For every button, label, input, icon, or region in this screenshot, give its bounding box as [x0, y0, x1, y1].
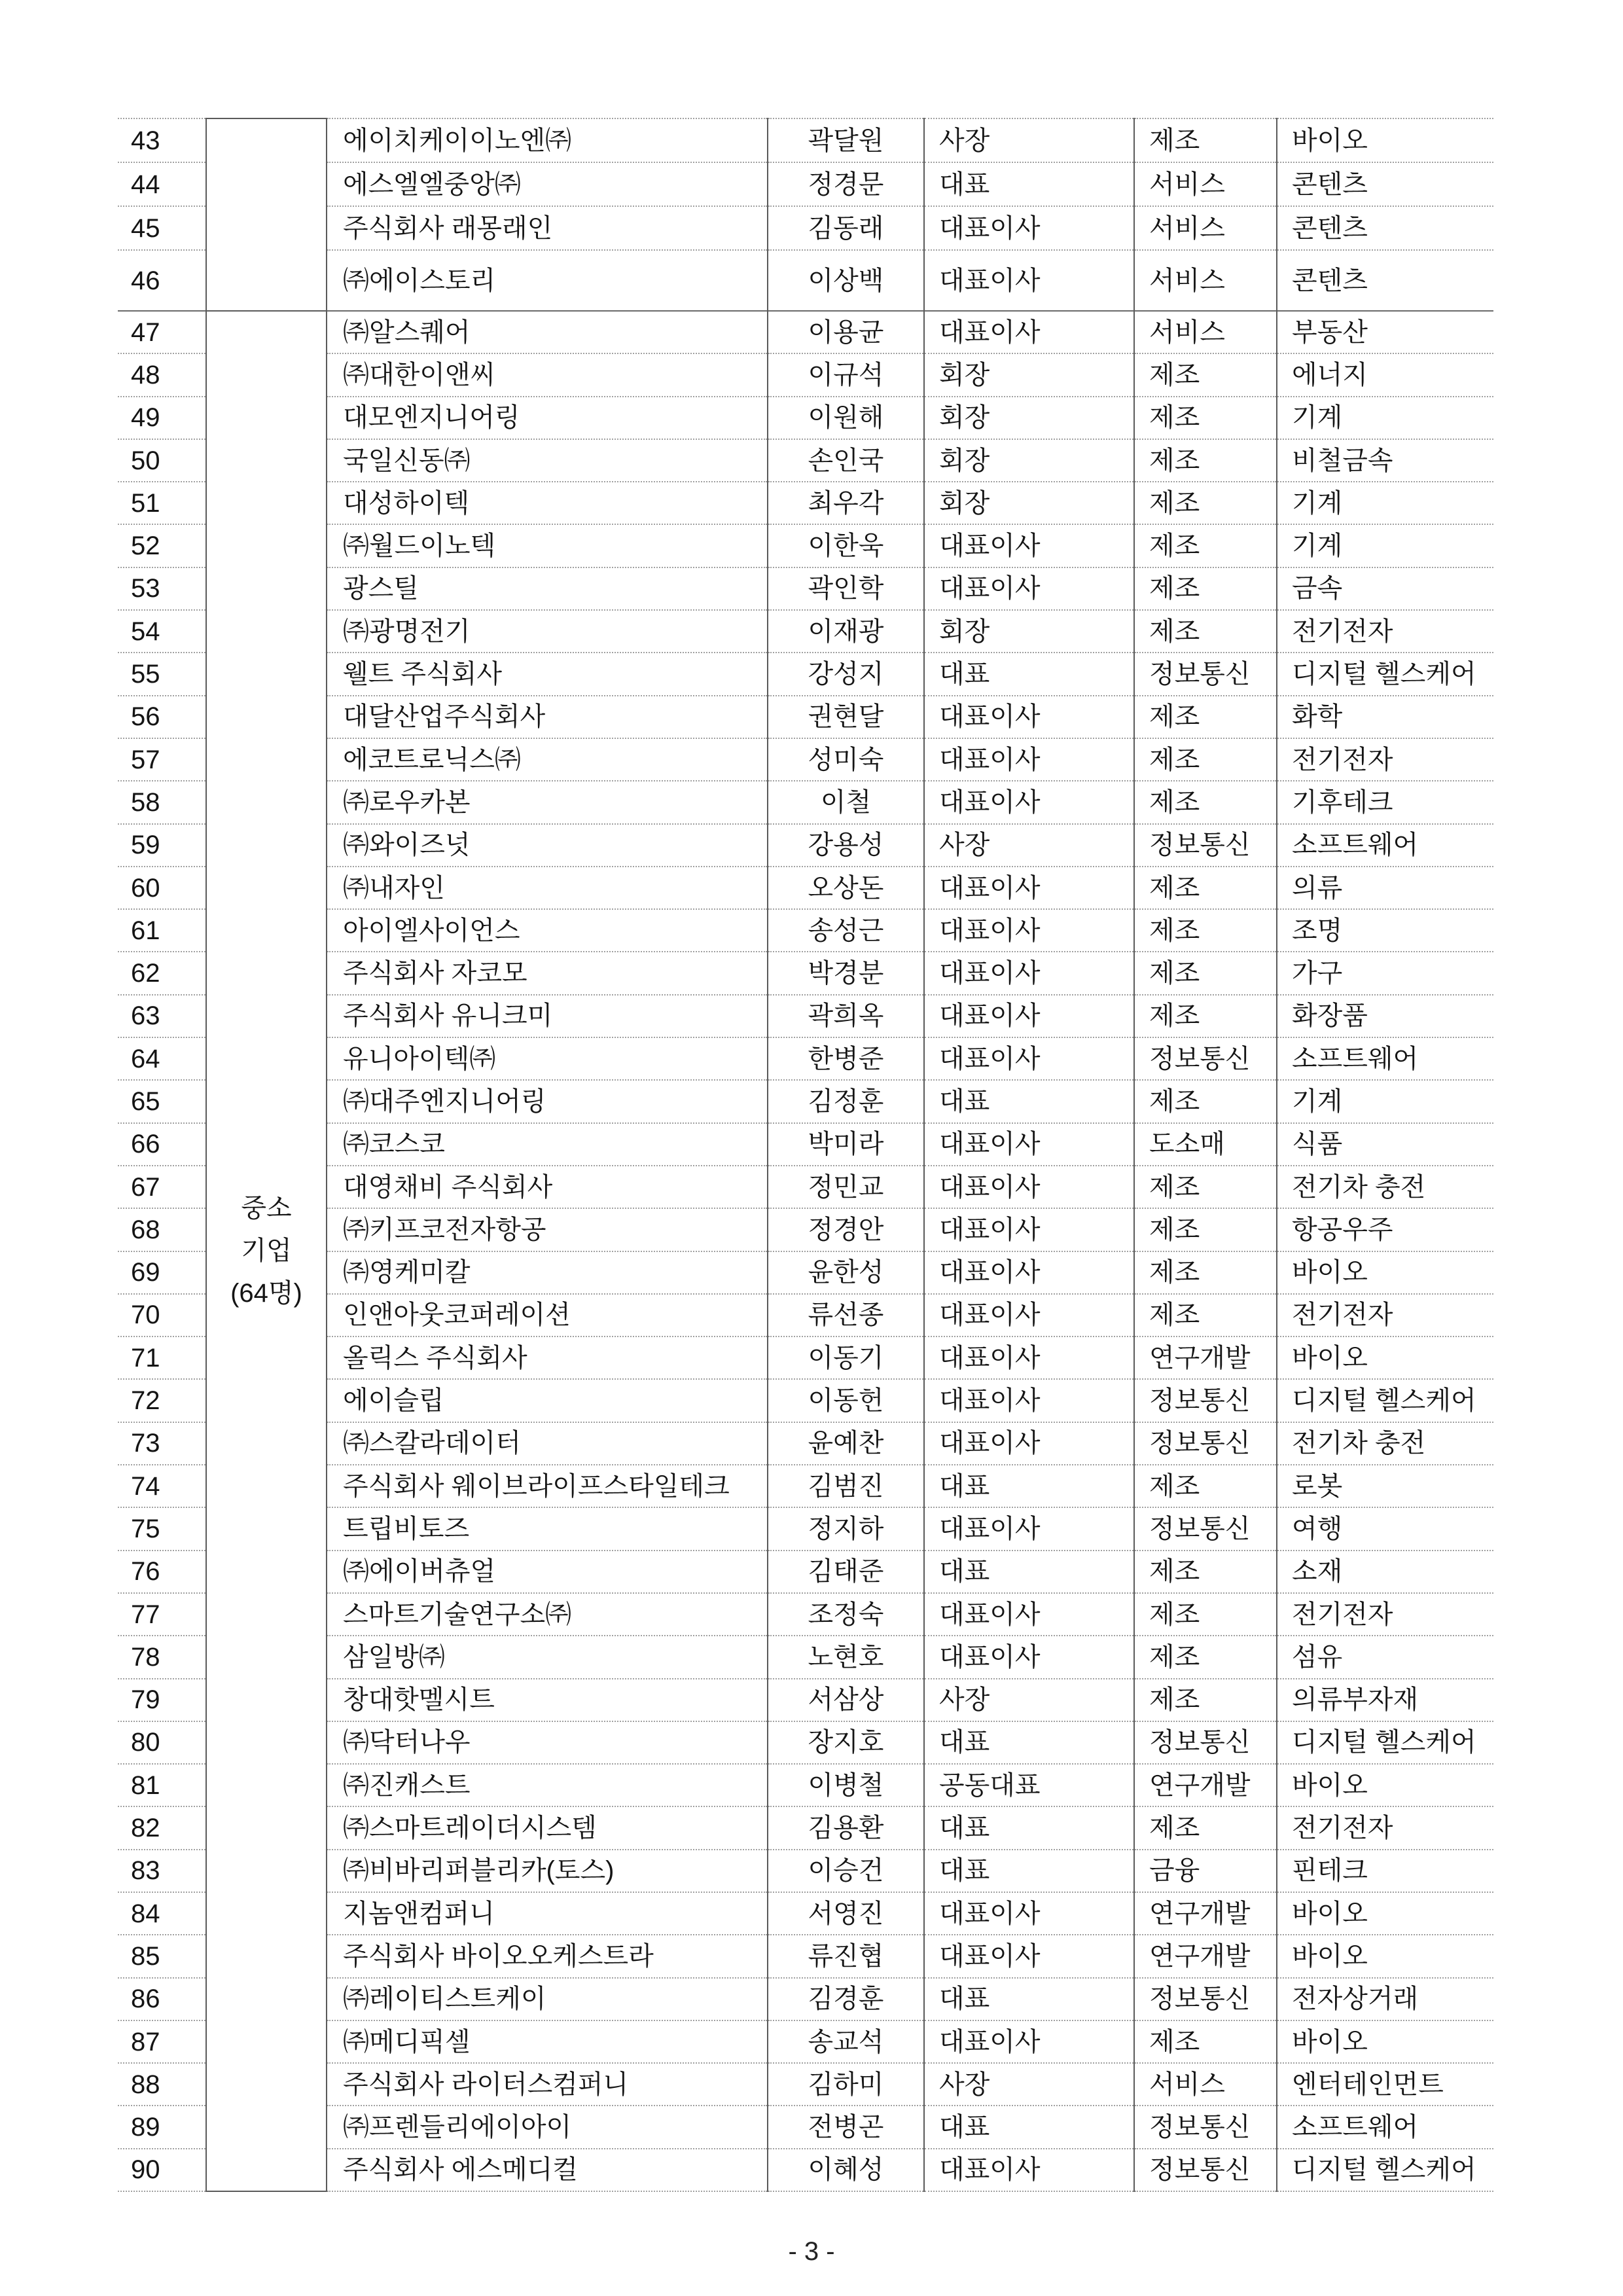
industry: 제조 [1134, 353, 1277, 396]
industry: 제조 [1134, 524, 1277, 567]
business-field: 소프트웨어 [1277, 824, 1493, 867]
job-title: 대표이사 [924, 2020, 1134, 2063]
business-field: 식품 [1277, 1123, 1493, 1166]
job-title: 사장 [924, 118, 1134, 162]
category-cell [206, 118, 327, 311]
business-field: 콘텐츠 [1277, 162, 1493, 206]
job-title: 대표이사 [924, 867, 1134, 909]
job-title: 대표 [924, 1465, 1134, 1507]
company-name: ㈜진캐스트 [327, 1764, 768, 1806]
company-name: 에코트로닉스㈜ [327, 738, 768, 781]
business-field: 비철금속 [1277, 439, 1493, 482]
row-number: 63 [118, 995, 206, 1037]
person-name: 송성근 [768, 909, 924, 952]
business-field: 소재 [1277, 1551, 1493, 1593]
person-name: 조정숙 [768, 1593, 924, 1636]
job-title: 공동대표 [924, 1764, 1134, 1806]
person-name: 이한욱 [768, 524, 924, 567]
business-field: 여행 [1277, 1507, 1493, 1550]
business-field: 전자상거래 [1277, 1978, 1493, 2020]
person-name: 최우각 [768, 482, 924, 524]
industry: 서비스 [1134, 2063, 1277, 2106]
company-name: ㈜에이버츄얼 [327, 1551, 768, 1593]
row-number: 90 [118, 2149, 206, 2191]
business-field: 바이오 [1277, 1251, 1493, 1294]
business-field: 전기전자 [1277, 1294, 1493, 1336]
company-name: ㈜월드이노텍 [327, 524, 768, 567]
row-number: 60 [118, 867, 206, 909]
person-name: 정경안 [768, 1208, 924, 1251]
industry: 제조 [1134, 1166, 1277, 1208]
industry: 제조 [1134, 738, 1277, 781]
row-number: 57 [118, 738, 206, 781]
row-number: 73 [118, 1422, 206, 1465]
company-name: ㈜광명전기 [327, 610, 768, 653]
participants-table [118, 118, 1493, 2192]
industry: 제조 [1134, 1806, 1277, 1849]
industry: 제조 [1134, 2020, 1277, 2063]
row-number: 53 [118, 567, 206, 610]
industry: 연구개발 [1134, 1336, 1277, 1379]
job-title: 대표 [924, 1721, 1134, 1764]
row-number: 67 [118, 1166, 206, 1208]
company-name: 유니아이텍㈜ [327, 1037, 768, 1080]
company-name: ㈜키프코전자항공 [327, 1208, 768, 1251]
row-number: 69 [118, 1251, 206, 1294]
business-field: 전기전자 [1277, 738, 1493, 781]
table-block-continued [118, 118, 1493, 311]
industry: 제조 [1134, 610, 1277, 653]
job-title: 사장 [924, 2063, 1134, 2106]
category-label: 중소 [241, 1194, 292, 1223]
business-field: 전기전자 [1277, 1593, 1493, 1636]
person-name: 정지하 [768, 1507, 924, 1550]
company-name: 주식회사 에스메디컬 [327, 2149, 768, 2191]
job-title: 대표 [924, 1850, 1134, 1892]
person-name: 류진협 [768, 1935, 924, 1977]
row-number: 44 [118, 162, 206, 206]
business-field: 콘텐츠 [1277, 250, 1493, 311]
industry: 제조 [1134, 1080, 1277, 1122]
business-field: 디지털 헬스케어 [1277, 1721, 1493, 1764]
job-title: 대표이사 [924, 1037, 1134, 1080]
row-number: 80 [118, 1721, 206, 1764]
row-number: 83 [118, 1850, 206, 1892]
job-title: 대표이사 [924, 1935, 1134, 1977]
category-label: 기업 [241, 1236, 292, 1266]
job-title: 대표이사 [924, 250, 1134, 311]
person-name: 송교석 [768, 2020, 924, 2063]
row-number: 86 [118, 1978, 206, 2020]
business-field: 소프트웨어 [1277, 1037, 1493, 1080]
row-number: 45 [118, 206, 206, 250]
company-name: ㈜스마트레이더시스템 [327, 1806, 768, 1849]
company-name: 올릭스 주식회사 [327, 1336, 768, 1379]
row-number: 50 [118, 439, 206, 482]
industry: 정보통신 [1134, 1507, 1277, 1550]
person-name: 이승건 [768, 1850, 924, 1892]
industry: 제조 [1134, 118, 1277, 162]
company-name: 주식회사 자코모 [327, 952, 768, 994]
business-field: 화학 [1277, 696, 1493, 738]
job-title: 대표이사 [924, 1336, 1134, 1379]
row-number: 74 [118, 1465, 206, 1507]
company-name: 에이슬립 [327, 1379, 768, 1422]
industry: 연구개발 [1134, 1892, 1277, 1935]
person-name: 이혜성 [768, 2149, 924, 2191]
job-title: 대표 [924, 1080, 1134, 1122]
industry: 제조 [1134, 1636, 1277, 1678]
company-name: ㈜스칼라데이터 [327, 1422, 768, 1465]
table-row [118, 118, 1493, 162]
row-number: 47 [118, 311, 206, 353]
row-number: 71 [118, 1336, 206, 1379]
company-name: 주식회사 라이터스컴퍼니 [327, 2063, 768, 2106]
page-number: - 3 - [788, 2237, 835, 2266]
business-field: 디지털 헬스케어 [1277, 1379, 1493, 1422]
business-field: 바이오 [1277, 1336, 1493, 1379]
job-title: 대표이사 [924, 2149, 1134, 2191]
person-name: 윤한성 [768, 1251, 924, 1294]
business-field: 핀테크 [1277, 1850, 1493, 1892]
row-number: 76 [118, 1551, 206, 1593]
person-name: 장지호 [768, 1721, 924, 1764]
industry: 서비스 [1134, 250, 1277, 311]
company-name: ㈜메디픽셀 [327, 2020, 768, 2063]
company-name: 대모엔지니어링 [327, 397, 768, 439]
company-name: ㈜대주엔지니어링 [327, 1080, 768, 1122]
job-title: 대표이사 [924, 1208, 1134, 1251]
person-name: 곽인학 [768, 567, 924, 610]
job-title: 대표 [924, 1978, 1134, 2020]
business-field: 바이오 [1277, 1892, 1493, 1935]
company-name: 대영채비 주식회사 [327, 1166, 768, 1208]
business-field: 에너지 [1277, 353, 1493, 396]
business-field: 전기차 충전 [1277, 1166, 1493, 1208]
business-field: 섬유 [1277, 1636, 1493, 1678]
row-number: 87 [118, 2020, 206, 2063]
business-field: 의류부자재 [1277, 1679, 1493, 1721]
person-name: 김경훈 [768, 1978, 924, 2020]
industry: 정보통신 [1134, 653, 1277, 695]
job-title: 대표이사 [924, 1251, 1134, 1294]
person-name: 정민교 [768, 1166, 924, 1208]
industry: 제조 [1134, 1465, 1277, 1507]
row-number: 81 [118, 1764, 206, 1806]
person-name: 박미라 [768, 1123, 924, 1166]
industry: 제조 [1134, 567, 1277, 610]
company-name: 주식회사 래몽래인 [327, 206, 768, 250]
business-field: 바이오 [1277, 118, 1493, 162]
job-title: 대표이사 [924, 1379, 1134, 1422]
person-name: 김용환 [768, 1806, 924, 1849]
industry: 제조 [1134, 867, 1277, 909]
industry: 제조 [1134, 952, 1277, 994]
table-block-sme [118, 311, 1493, 2191]
job-title: 회장 [924, 397, 1134, 439]
table-row [118, 311, 1493, 353]
person-name: 김하미 [768, 2063, 924, 2106]
industry: 정보통신 [1134, 1422, 1277, 1465]
business-field: 가구 [1277, 952, 1493, 994]
person-name: 이상백 [768, 250, 924, 311]
business-field: 바이오 [1277, 1935, 1493, 1977]
business-field: 화장품 [1277, 995, 1493, 1037]
job-title: 대표이사 [924, 1593, 1134, 1636]
person-name: 이동헌 [768, 1379, 924, 1422]
company-name: 웰트 주식회사 [327, 653, 768, 695]
row-number: 88 [118, 2063, 206, 2106]
company-name: ㈜비바리퍼블리카(토스) [327, 1850, 768, 1892]
job-title: 대표이사 [924, 1123, 1134, 1166]
industry: 제조 [1134, 482, 1277, 524]
row-number: 59 [118, 824, 206, 867]
person-name: 강용성 [768, 824, 924, 867]
business-field: 기후테크 [1277, 781, 1493, 823]
job-title: 대표이사 [924, 1422, 1134, 1465]
job-title: 사장 [924, 824, 1134, 867]
job-title: 대표 [924, 653, 1134, 695]
row-number: 58 [118, 781, 206, 823]
business-field: 의류 [1277, 867, 1493, 909]
person-name: 윤예찬 [768, 1422, 924, 1465]
person-name: 오상돈 [768, 867, 924, 909]
industry: 정보통신 [1134, 1721, 1277, 1764]
job-title: 회장 [924, 482, 1134, 524]
job-title: 대표이사 [924, 1636, 1134, 1678]
row-number: 79 [118, 1679, 206, 1721]
company-name: 트립비토즈 [327, 1507, 768, 1550]
row-number: 75 [118, 1507, 206, 1550]
row-number: 72 [118, 1379, 206, 1422]
job-title: 대표이사 [924, 1166, 1134, 1208]
company-name: ㈜코스코 [327, 1123, 768, 1166]
business-field: 로봇 [1277, 1465, 1493, 1507]
company-name: 스마트기술연구소㈜ [327, 1593, 768, 1636]
industry: 정보통신 [1134, 1037, 1277, 1080]
job-title: 회장 [924, 610, 1134, 653]
industry: 정보통신 [1134, 1379, 1277, 1422]
person-name: 이규석 [768, 353, 924, 396]
company-name: 에이치케이이노엔㈜ [327, 118, 768, 162]
row-number: 77 [118, 1593, 206, 1636]
company-name: 대성하이텍 [327, 482, 768, 524]
row-number: 78 [118, 1636, 206, 1678]
industry: 제조 [1134, 1551, 1277, 1593]
company-name: ㈜로우카본 [327, 781, 768, 823]
business-field: 전기전자 [1277, 1806, 1493, 1849]
row-number: 85 [118, 1935, 206, 1977]
company-name: ㈜와이즈넛 [327, 824, 768, 867]
person-name: 류선종 [768, 1294, 924, 1336]
company-name: 지놈앤컴퍼니 [327, 1892, 768, 1935]
business-field: 전기차 충전 [1277, 1422, 1493, 1465]
business-field: 바이오 [1277, 1764, 1493, 1806]
row-number: 65 [118, 1080, 206, 1122]
industry: 제조 [1134, 995, 1277, 1037]
industry: 연구개발 [1134, 1935, 1277, 1977]
industry: 제조 [1134, 781, 1277, 823]
industry: 서비스 [1134, 162, 1277, 206]
person-name: 김정훈 [768, 1080, 924, 1122]
category-cell [206, 311, 327, 2191]
company-name: 아이엘사이언스 [327, 909, 768, 952]
industry: 정보통신 [1134, 1978, 1277, 2020]
industry: 제조 [1134, 1208, 1277, 1251]
business-field: 소프트웨어 [1277, 2106, 1493, 2148]
person-name: 이재광 [768, 610, 924, 653]
person-name: 전병곤 [768, 2106, 924, 2148]
business-field: 금속 [1277, 567, 1493, 610]
company-name: ㈜레이티스트케이 [327, 1978, 768, 2020]
job-title: 대표이사 [924, 909, 1134, 952]
row-number: 66 [118, 1123, 206, 1166]
company-name: 주식회사 유니크미 [327, 995, 768, 1037]
row-number: 82 [118, 1806, 206, 1849]
industry: 정보통신 [1134, 824, 1277, 867]
person-name: 이철 [768, 781, 924, 823]
company-name: 에스엘엘중앙㈜ [327, 162, 768, 206]
row-number: 49 [118, 397, 206, 439]
row-number: 48 [118, 353, 206, 396]
job-title: 대표이사 [924, 567, 1134, 610]
job-title: 대표 [924, 2106, 1134, 2148]
person-name: 강성지 [768, 653, 924, 695]
business-field: 콘텐츠 [1277, 206, 1493, 250]
industry: 도소매 [1134, 1123, 1277, 1166]
job-title: 대표 [924, 1806, 1134, 1849]
company-name: ㈜프렌들리에이아이 [327, 2106, 768, 2148]
row-number: 61 [118, 909, 206, 952]
row-number: 89 [118, 2106, 206, 2148]
company-name: 삼일방㈜ [327, 1636, 768, 1678]
person-name: 곽희옥 [768, 995, 924, 1037]
business-field: 조명 [1277, 909, 1493, 952]
company-name: ㈜대한이앤씨 [327, 353, 768, 396]
person-name: 김동래 [768, 206, 924, 250]
business-field: 기계 [1277, 524, 1493, 567]
company-name: 대달산업주식회사 [327, 696, 768, 738]
industry: 금융 [1134, 1850, 1277, 1892]
row-number: 54 [118, 610, 206, 653]
person-name: 이동기 [768, 1336, 924, 1379]
person-name: 곽달원 [768, 118, 924, 162]
person-name: 박경분 [768, 952, 924, 994]
company-name: ㈜에이스토리 [327, 250, 768, 311]
job-title: 대표이사 [924, 952, 1134, 994]
row-number: 56 [118, 696, 206, 738]
industry: 제조 [1134, 909, 1277, 952]
job-title: 회장 [924, 439, 1134, 482]
person-name: 한병준 [768, 1037, 924, 1080]
person-name: 서영진 [768, 1892, 924, 1935]
business-field: 기계 [1277, 1080, 1493, 1122]
person-name: 이용균 [768, 311, 924, 353]
row-number: 46 [118, 250, 206, 311]
industry: 서비스 [1134, 206, 1277, 250]
person-name: 성미숙 [768, 738, 924, 781]
job-title: 대표 [924, 1551, 1134, 1593]
row-number: 43 [118, 118, 206, 162]
job-title: 대표이사 [924, 738, 1134, 781]
job-title: 대표이사 [924, 1892, 1134, 1935]
category-label: (64명) [230, 1278, 302, 1308]
business-field: 디지털 헬스케어 [1277, 2149, 1493, 2191]
job-title: 사장 [924, 1679, 1134, 1721]
job-title: 대표이사 [924, 1507, 1134, 1550]
person-name: 손인국 [768, 439, 924, 482]
company-name: 국일신동㈜ [327, 439, 768, 482]
person-name: 이병철 [768, 1764, 924, 1806]
row-number: 52 [118, 524, 206, 567]
company-name: ㈜내자인 [327, 867, 768, 909]
row-number: 84 [118, 1892, 206, 1935]
person-name: 김범진 [768, 1465, 924, 1507]
industry: 제조 [1134, 1294, 1277, 1336]
row-number: 51 [118, 482, 206, 524]
row-number: 62 [118, 952, 206, 994]
job-title: 대표이사 [924, 1294, 1134, 1336]
job-title: 회장 [924, 353, 1134, 396]
company-name: 창대핫멜시트 [327, 1679, 768, 1721]
job-title: 대표이사 [924, 696, 1134, 738]
person-name: 정경문 [768, 162, 924, 206]
business-field: 바이오 [1277, 2020, 1493, 2063]
company-name: ㈜닥터나우 [327, 1721, 768, 1764]
business-field: 전기전자 [1277, 610, 1493, 653]
business-field: 엔터테인먼트 [1277, 2063, 1493, 2106]
business-field: 기계 [1277, 397, 1493, 439]
row-number: 55 [118, 653, 206, 695]
company-name: ㈜알스퀘어 [327, 311, 768, 353]
industry: 정보통신 [1134, 2149, 1277, 2191]
job-title: 대표이사 [924, 995, 1134, 1037]
industry: 제조 [1134, 696, 1277, 738]
industry: 제조 [1134, 439, 1277, 482]
industry: 제조 [1134, 1679, 1277, 1721]
person-name: 이원해 [768, 397, 924, 439]
job-title: 대표이사 [924, 524, 1134, 567]
person-name: 노현호 [768, 1636, 924, 1678]
row-number: 64 [118, 1037, 206, 1080]
job-title: 대표이사 [924, 206, 1134, 250]
business-field: 기계 [1277, 482, 1493, 524]
business-field: 디지털 헬스케어 [1277, 653, 1493, 695]
row-number: 70 [118, 1294, 206, 1336]
person-name: 서삼상 [768, 1679, 924, 1721]
company-name: 인앤아웃코퍼레이션 [327, 1294, 768, 1336]
job-title: 대표이사 [924, 781, 1134, 823]
business-field: 항공우주 [1277, 1208, 1493, 1251]
row-number: 68 [118, 1208, 206, 1251]
company-name: 주식회사 바이오오케스트라 [327, 1935, 768, 1977]
job-title: 대표 [924, 162, 1134, 206]
industry: 정보통신 [1134, 2106, 1277, 2148]
company-name: 광스틸 [327, 567, 768, 610]
person-name: 권현달 [768, 696, 924, 738]
job-title: 대표이사 [924, 311, 1134, 353]
industry: 서비스 [1134, 311, 1277, 353]
industry: 제조 [1134, 1593, 1277, 1636]
company-name: ㈜영케미칼 [327, 1251, 768, 1294]
company-name: 주식회사 웨이브라이프스타일테크 [327, 1465, 768, 1507]
industry: 연구개발 [1134, 1764, 1277, 1806]
industry: 제조 [1134, 1251, 1277, 1294]
person-name: 김태준 [768, 1551, 924, 1593]
business-field: 부동산 [1277, 311, 1493, 353]
industry: 제조 [1134, 397, 1277, 439]
